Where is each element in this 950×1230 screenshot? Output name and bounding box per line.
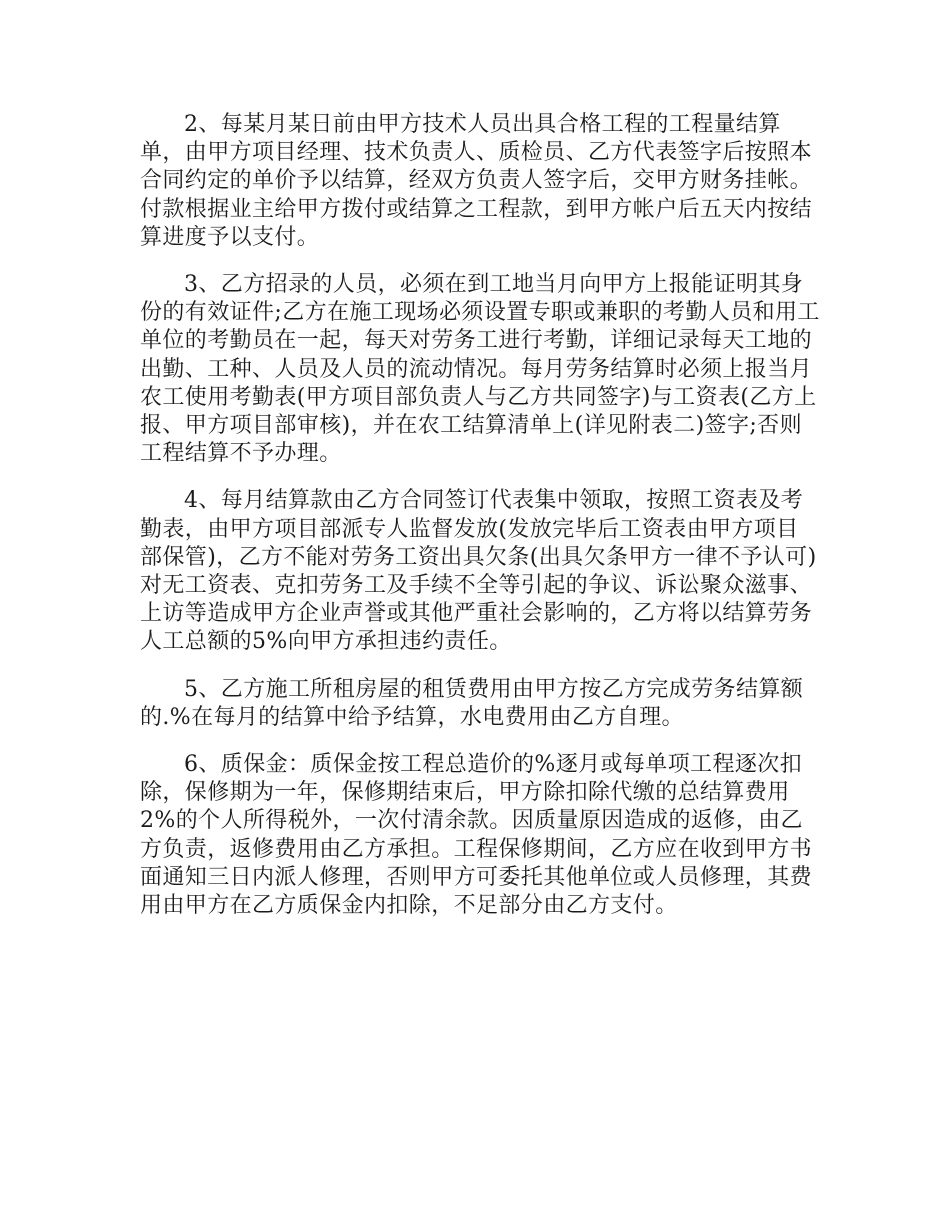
clause-6-paragraph: 6、质保金：质保金按工程总造价的%逐月或每单项工程逐次扣除，保修期为一年，保修期结束后，甲方除扣除代缴的总结算费用2%的个人所得税外，一次付清余款。因质量原因造成的返修，由乙方负责，返修费用由乙方承担。工程保修期间，乙方应在收到甲方书面通知三日内派人修理，否则甲方可委托其他单位或人员修理，其费用由甲方在乙方质保金内扣除，不足部分由乙方支付。 [140, 752, 813, 919]
clause-3-paragraph: 3、乙方招录的人员，必须在到工地当月向甲方上报能证明其身份的有效证件;乙方在施工现场必须设置专职或兼职的考勤人员和用工单位的考勤员在一起，每天对劳务工进行考勤，详细记录每天工地的出勤、工种、人员及人员的流动情况。每月劳务结算时必须上报当月农工使用考勤表(甲方项目部负责人与乙方共同签字)与工资表(乙方上报、甲方项目部审核)，并在农工结算清单上(详见附表二)签字;否则工程结算不予办理。 [140, 272, 820, 467]
clause-4-paragraph: 4、每月结算款由乙方合同签订代表集中领取，按照工资表及考勤表，由甲方项目部派专人监督发放(发放完毕后工资表由甲方项目部保管)，乙方不能对劳务工资出具欠条(出具欠条甲方一律不予认可)对无工资表、克扣劳务工及手续不全等引起的争议、诉讼聚众滋事、上访等造成甲方企业声誉或其他严重社会影响的，乙方将以结算劳务人工总额的5%向甲方承担违约责任。 [140, 488, 817, 655]
document-body [140, 111, 820, 920]
clause-5-paragraph: 5、乙方施工所租房屋的租赁费用由甲方按乙方完成劳务结算额的.%在每月的结算中给予结算，水电费用由乙方自理。 [140, 676, 804, 730]
clause-2-paragraph: 2、每某月某日前由甲方技术人员出具合格工程的工程量结算单，由甲方项目经理、技术负责人、质检员、乙方代表签字后按照本合同约定的单价予以结算，经双方负责人签字后，交甲方财务挂帐。付款根据业主给甲方拨付或结算之工程款，到甲方帐户后五天内按结算进度予以支付。 [140, 112, 813, 250]
